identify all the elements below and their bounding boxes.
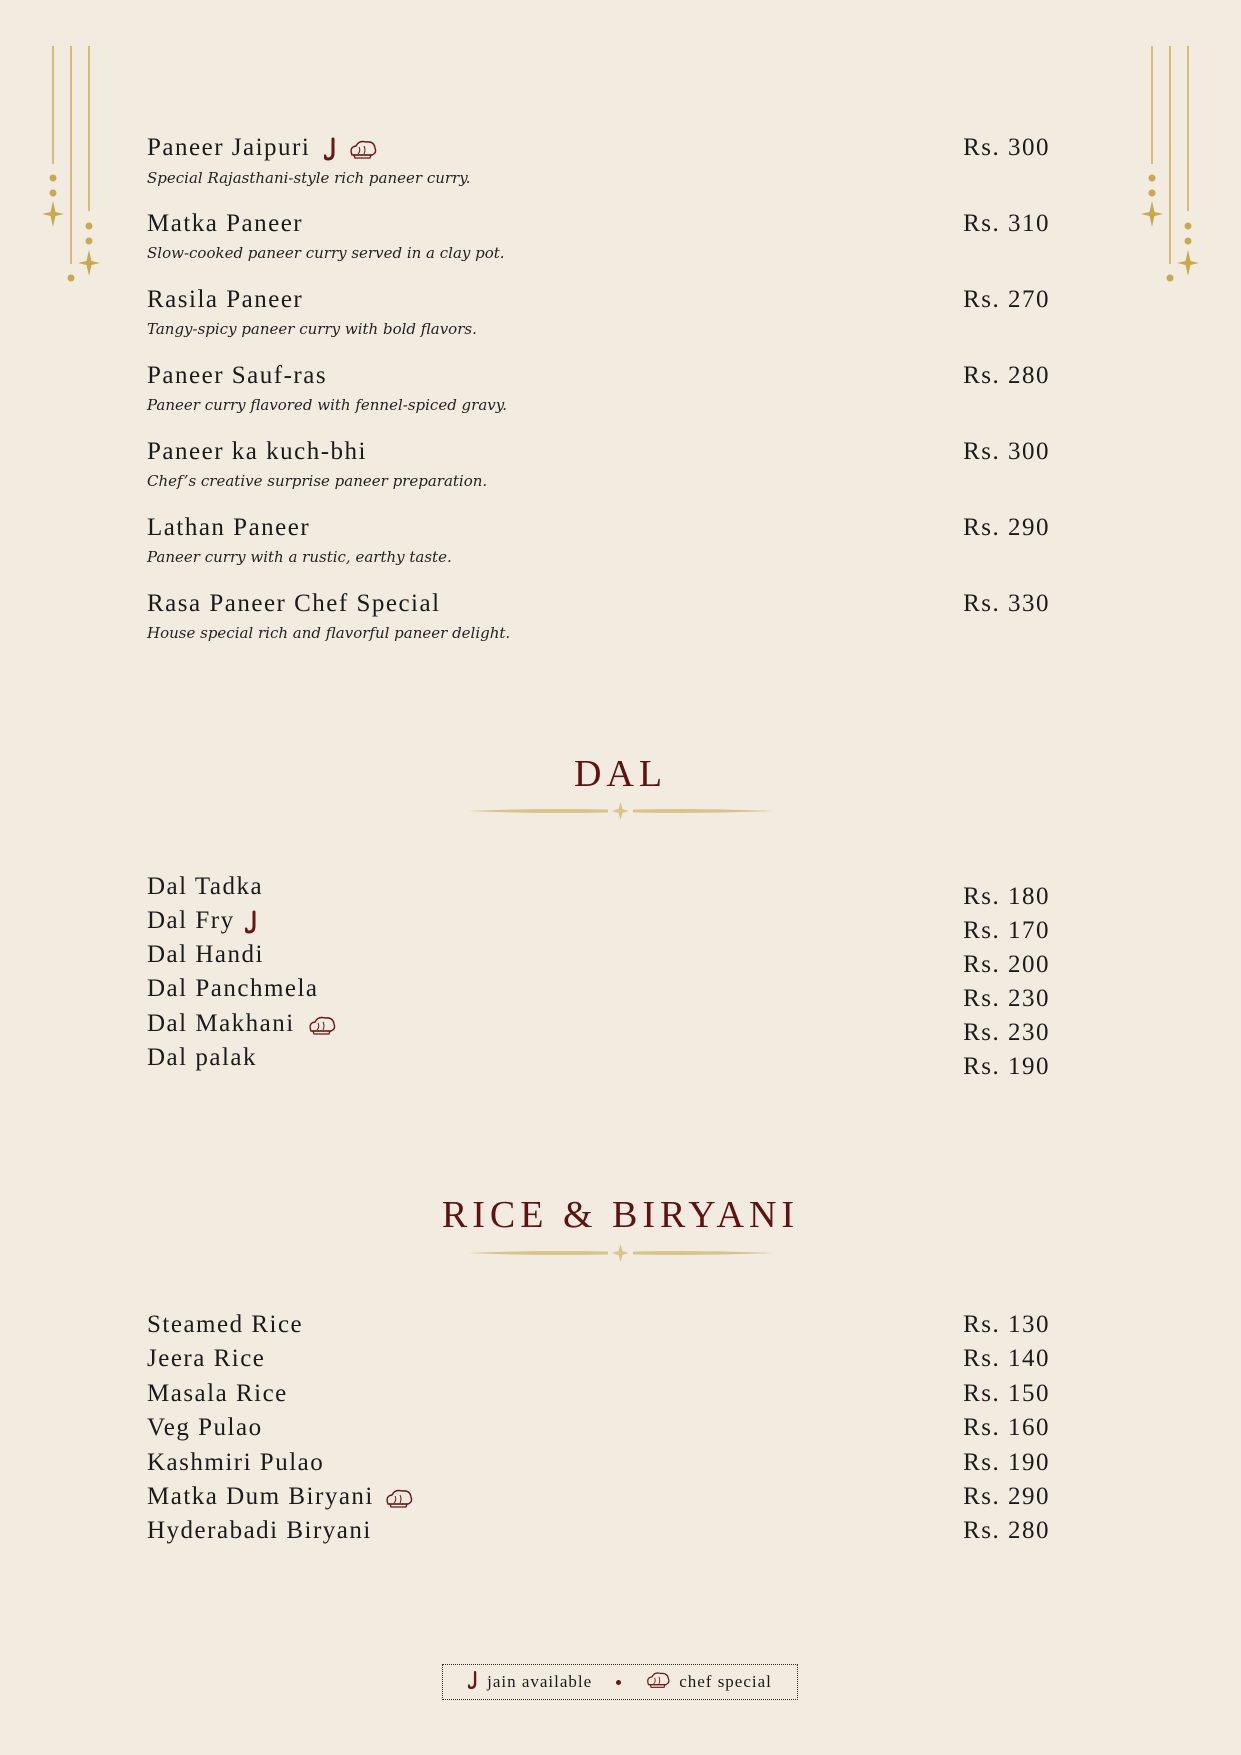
menu-item-price: Rs. 290 [963, 1483, 1050, 1510]
menu-item-description: House special rich and flavorful paneer delight. [147, 624, 511, 642]
menu-item-price: Rs. 170 [963, 917, 1050, 944]
jain-icon [245, 910, 259, 934]
menu-item-description: Tangy-spicy paneer curry with bold flavors. [147, 320, 477, 338]
menu-item-price: Rs. 280 [963, 1517, 1050, 1544]
menu-item-description: Chef’s creative surprise paneer preparation. [147, 472, 488, 490]
chef-hat-icon [307, 1014, 337, 1036]
menu-item-name: Dal palak [147, 1044, 257, 1071]
menu-item-price: Rs. 140 [963, 1345, 1050, 1372]
menu-item-price: Rs. 230 [963, 985, 1050, 1012]
menu-item-name: Lathan Paneer [147, 514, 311, 541]
menu-item-price: Rs. 270 [963, 286, 1050, 313]
menu-item-name: Kashmiri Pulao [147, 1449, 325, 1476]
menu-item-name: Jeera Rice [147, 1345, 266, 1372]
chef-hat-icon [348, 138, 378, 160]
section-title-dal: DAL [573, 753, 668, 795]
menu-item-name: Hyderabadi Biryani [147, 1517, 372, 1544]
menu-item-price: Rs. 180 [963, 883, 1050, 910]
menu-item-name: Paneer Sauf-ras [147, 362, 328, 389]
legend-jain-label: jain available [487, 1672, 593, 1691]
menu-item-price: Rs. 190 [963, 1053, 1050, 1080]
menu-item-name: Veg Pulao [147, 1414, 263, 1441]
menu-item-price: Rs. 130 [963, 1311, 1050, 1338]
menu-item-name: Dal Handi [147, 941, 264, 968]
menu-item-description: Paneer curry with a rustic, earthy taste. [147, 548, 452, 566]
menu-item-description: Special Rajasthani-style rich paneer curry. [147, 169, 471, 187]
menu-item-name: Dal Tadka [147, 873, 264, 900]
jain-icon [324, 137, 338, 161]
menu-item-price: Rs. 160 [963, 1414, 1050, 1441]
legend-chef-label: chef special [679, 1672, 772, 1691]
menu-item-price: Rs. 310 [963, 210, 1050, 237]
right-corner-ornament [1131, 46, 1201, 286]
left-corner-ornament [40, 46, 110, 286]
section-divider [468, 1243, 773, 1263]
menu-item-price: Rs. 300 [963, 134, 1050, 161]
menu-item-price: Rs. 190 [963, 1449, 1050, 1476]
menu-item-price: Rs. 300 [963, 438, 1050, 465]
menu-item-name: Matka Dum Biryani [147, 1483, 414, 1511]
menu-item-price: Rs. 290 [963, 514, 1050, 541]
menu-item-name: Paneer ka kuch-bhi [147, 438, 367, 465]
menu-item-name: Dal Fry [147, 907, 259, 935]
chef-hat-icon [384, 1487, 414, 1509]
menu-item-name: Rasila Paneer [147, 286, 304, 313]
section-divider [468, 801, 773, 821]
menu-item-name: Rasa Paneer Chef Special [147, 590, 441, 617]
menu-item-description: Paneer curry flavored with fennel-spiced gravy. [147, 396, 507, 414]
menu-item-name: Matka Paneer [147, 210, 304, 237]
menu-item-price: Rs. 230 [963, 1019, 1050, 1046]
legend-box [442, 1664, 798, 1700]
legend-separator-dot [616, 1680, 621, 1685]
menu-item-name: Paneer Jaipuri [147, 134, 378, 162]
menu-item-name: Dal Makhani [147, 1010, 337, 1038]
chef-hat-icon [645, 1670, 671, 1694]
menu-item-description: Slow-cooked paneer curry served in a clay pot. [147, 244, 505, 262]
menu-item-name: Masala Rice [147, 1380, 288, 1407]
menu-item-name: Dal Panchmela [147, 975, 319, 1002]
menu-item-price: Rs. 150 [963, 1380, 1050, 1407]
menu-item-name: Steamed Rice [147, 1311, 304, 1338]
jain-icon [468, 1670, 479, 1695]
menu-item-price: Rs. 330 [963, 590, 1050, 617]
menu-item-price: Rs. 200 [963, 951, 1050, 978]
legend-chef [645, 1670, 772, 1694]
menu-item-price: Rs. 280 [963, 362, 1050, 389]
legend-jain [468, 1670, 592, 1695]
section-title-rice-biryani: RICE & BIRYANI [441, 1194, 800, 1236]
